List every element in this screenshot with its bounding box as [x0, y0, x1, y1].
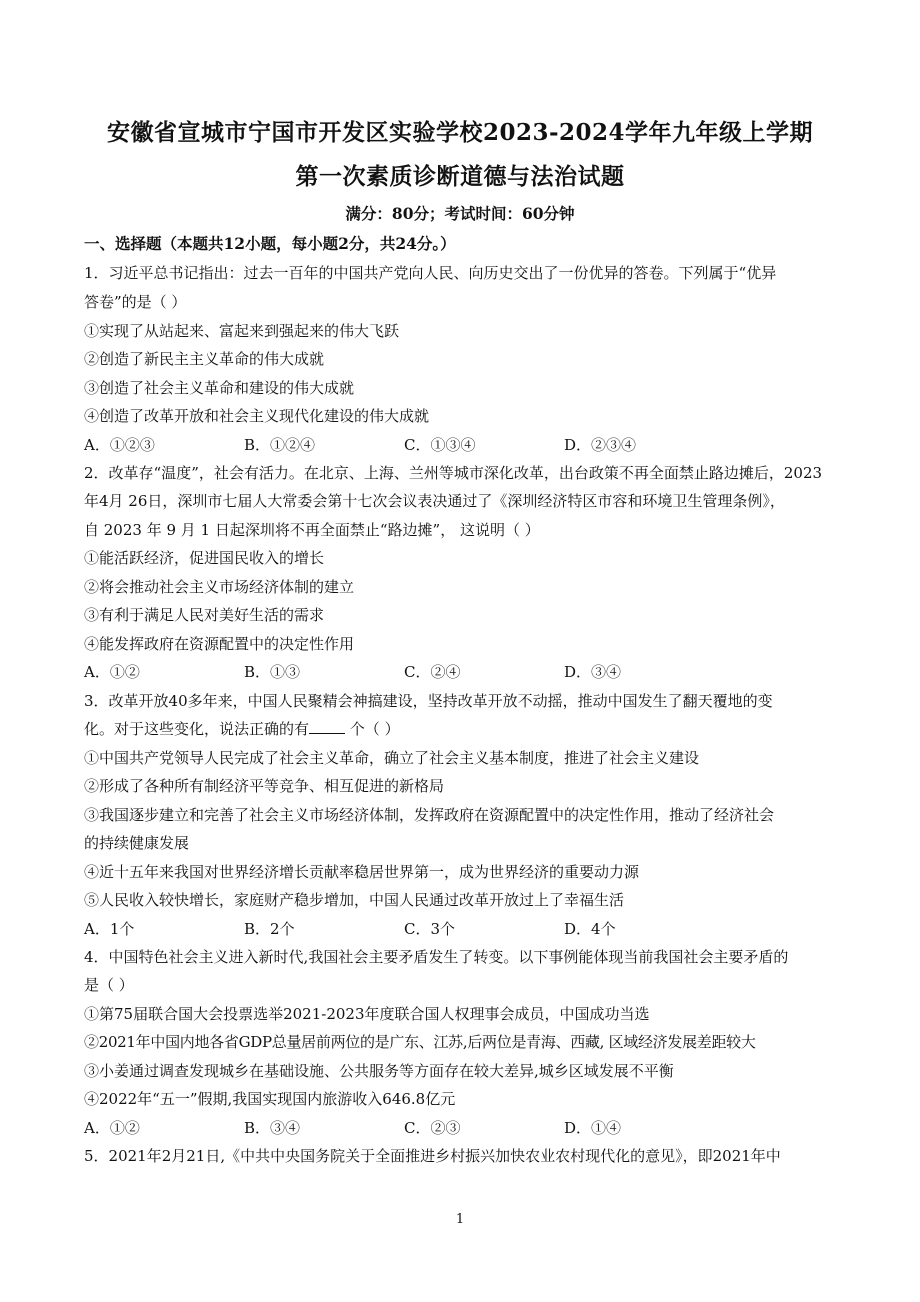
q3-stem: 3．改革开放40多年来，中国人民聚精会神搞建设，坚持改革开放不动摇，推动中国发生了翻天覆地的变 — [84, 692, 773, 710]
q2-stem-cont: 自 2023 年 9 月 1 日起深圳将不再全面禁止“路边摊”， 这说明（ ） — [84, 521, 540, 539]
q4-stem: 4．中国特色社会主义进入新时代,我国社会主要矛盾发生了转变。以下事例能体现当前我国社会主要矛盾的 — [84, 948, 789, 966]
q4-item: ③小姜通过调查发现城乡在基础设施、公共服务等方面存在较大差异,城乡区域发展不平衡 — [84, 1062, 674, 1080]
q1-item: ②创造了新民主主义革命的伟大成就 — [84, 350, 325, 368]
q3-option-b[interactable]: B．2个 — [244, 920, 295, 938]
q2-option-a[interactable]: A．①② — [84, 663, 140, 681]
q2-option-c[interactable]: C．②④ — [404, 663, 461, 681]
q2-item: ③有利于满足人民对美好生活的需求 — [84, 606, 325, 624]
q3-item: ③我国逐步建立和完善了社会主义市场经济体制，发挥政府在资源配置中的决定性作用，推动了经济社会 — [84, 806, 775, 824]
q3-answer-blank[interactable] — [309, 719, 345, 734]
q4-option-a[interactable]: A．①② — [84, 1119, 140, 1137]
q1-item: ①实现了从站起来、富起来到强起来的伟大飞跃 — [84, 322, 400, 340]
q1-item: ④创造了改革开放和社会主义现代化建设的伟大成就 — [84, 407, 430, 425]
section-heading: 一、选择题（本题共12小题，每小题2分，共24分。） — [84, 234, 456, 253]
q4-item: ④2022年“五一”假期,我国实现国内旅游收入646.8亿元 — [84, 1090, 456, 1108]
q2-item: ①能活跃经济，促进国民收入的增长 — [84, 549, 325, 567]
q3-option-a[interactable]: A．1个 — [84, 920, 135, 938]
q3-stem-cont — [84, 719, 854, 739]
q1-option-b[interactable]: B．①②④ — [244, 436, 316, 454]
page-number: 1 — [455, 1212, 465, 1227]
q2-item: ④能发挥政府在资源配置中的决定性作用 — [84, 635, 355, 653]
q4-option-c[interactable]: C．②③ — [404, 1119, 461, 1137]
q5-stem: 5．2021年2月21日,《中共中央国务院关于全面推进乡村振兴加快农业农村现代化的意见》，即2021年中 — [84, 1147, 781, 1165]
q3-item: ⑤人民收入较快增长，家庭财产稳步增加，中国人民通过改革开放过上了幸福生活 — [84, 891, 625, 909]
q3-option-c[interactable]: C．3个 — [404, 920, 456, 938]
q1-option-c[interactable]: C．①③④ — [404, 436, 476, 454]
q3-option-d[interactable]: D．4个 — [564, 920, 616, 938]
q3-stem-text: 化。对于这些变化，说法正确的有 — [84, 720, 310, 738]
exam-title-line2: 第一次素质诊断道德与法治试题 — [295, 163, 625, 190]
q3-item-cont: 的持续健康发展 — [84, 834, 190, 852]
q2-item: ②将会推动社会主义市场经济体制的建立 — [84, 578, 355, 596]
q4-item: ①第75届联合国大会投票选举2021-2023年度联合国人权理事会成员，中国成功当选 — [84, 1005, 650, 1023]
q4-item: ②2021年中国内地各省GDP总量居前两位的是广东、江苏,后两位是青海、西藏, 区域经济发展差距较大 — [84, 1033, 756, 1051]
q2-option-b[interactable]: B．①③ — [244, 663, 301, 681]
q4-stem-cont: 是（ ） — [84, 976, 134, 994]
q3-stem-text-end: 个（ ） — [349, 720, 400, 738]
q1-item: ③创造了社会主义革命和建设的伟大成就 — [84, 379, 355, 397]
exam-meta: 满分：80分；考试时间：60分钟 — [345, 204, 575, 223]
q1-stem-cont: 答卷”的是（ ） — [84, 293, 187, 311]
q1-stem: 1．习近平总书记指出：过去一百年的中国共产党向人民、向历史交出了一份优异的答卷。下列属于“优异 — [84, 264, 777, 282]
q1-option-a[interactable]: A．①②③ — [84, 436, 155, 454]
exam-title-line1: 安徽省宣城市宁国市开发区实验学校2023-2024学年九年级上学期 — [106, 119, 814, 146]
q1-option-d[interactable]: D．②③④ — [564, 436, 637, 454]
q4-option-d[interactable]: D．①④ — [564, 1119, 622, 1137]
q2-option-d[interactable]: D．③④ — [564, 663, 622, 681]
q3-item: ②形成了各种所有制经济平等竞争、相互促进的新格局 — [84, 777, 445, 795]
q3-item: ①中国共产党领导人民完成了社会主义革命，确立了社会主义基本制度，推进了社会主义建设 — [84, 749, 700, 767]
q3-item: ④近十五年来我国对世界经济增长贡献率稳居世界第一，成为世界经济的重要动力源 — [84, 863, 640, 881]
q2-stem-cont: 年4月 26日，深圳市七届人大常委会第十七次会议表决通过了《深圳经济特区市容和环境卫生管理条例》， — [84, 492, 785, 510]
q4-option-b[interactable]: B．③④ — [244, 1119, 301, 1137]
q2-stem: 2．改革存“温度”，社会有活力。在北京、上海、兰州等城市深化改革，出台政策不再全面禁止路边摊后，2023 — [84, 464, 823, 482]
